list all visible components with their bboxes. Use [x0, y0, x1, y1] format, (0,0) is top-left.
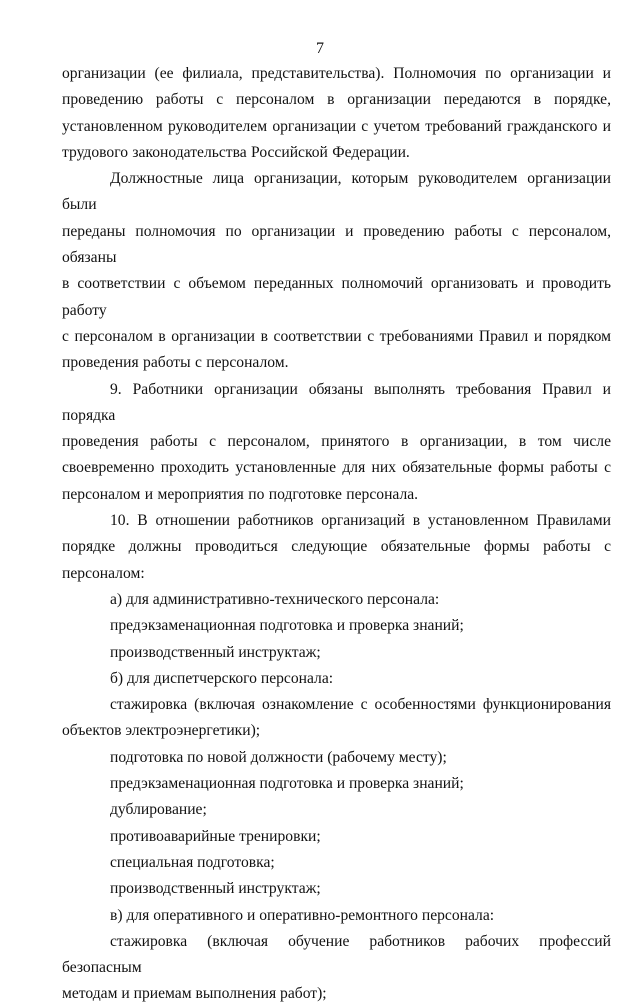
list-item: дублирование;	[110, 801, 207, 819]
list-item	[62, 692, 611, 745]
list-item: подготовка по новой должности (рабочему месту);	[110, 748, 447, 766]
list-section-a	[62, 587, 611, 666]
list-section-b	[62, 666, 611, 903]
text-line: переданы полномочия по организации и проведению работы с персоналом, обязаны	[62, 222, 611, 267]
text-line: в соответствии с объемом переданных полномочий организовать и проводить работу	[62, 275, 611, 319]
list-item-line: стажировка (включая обучение работников рабочих профессий безопасным	[62, 932, 611, 977]
text-line: Должностные лица организации, которым руководителем организации были	[62, 170, 611, 214]
list-item: предэкзаменационная подготовка и проверка знаний;	[110, 617, 464, 635]
text-line: своевременно проходить установленные для них обязательные формы работы с	[62, 459, 611, 477]
page-number: 7	[316, 40, 324, 57]
list-item: производственный инструктаж;	[110, 880, 321, 898]
list-item-line: объектов электроэнергетики);	[62, 722, 261, 740]
list-item: предэкзаменационная подготовка и проверка знаний;	[110, 775, 464, 793]
text-line: 10. В отношении работников организаций в установленном Правилами	[110, 512, 611, 530]
text-line: 9. Работники организации обязаны выполнять требования Правил и порядка	[62, 380, 611, 424]
list-item	[62, 929, 611, 1008]
list-item: специальная подготовка;	[110, 853, 275, 871]
paragraph-item-10	[62, 508, 611, 587]
paragraph-continuation	[62, 61, 611, 166]
text-line: персоналом:	[62, 564, 145, 582]
list-item: производственный инструктаж;	[110, 643, 321, 661]
list-heading: в) для оперативного и оперативно-ремонтного персонала:	[110, 906, 495, 924]
text-line: с персоналом в организации в соответствии с требованиями Правил и порядком	[62, 327, 611, 345]
list-item-line: стажировка (включая ознакомление с особенностями функционирования	[110, 696, 611, 714]
text-line: проведению работы с персоналом в организации передаются в порядке,	[62, 91, 611, 109]
text-line: проведения работы с персоналом, принятого в организации, в том числе	[62, 433, 611, 451]
list-item: противоаварийные тренировки;	[110, 827, 321, 845]
document-body	[62, 61, 611, 1008]
text-line: персоналом и мероприятия по подготовке персонала.	[62, 485, 419, 503]
text-line: проведения работы с персоналом.	[62, 354, 289, 372]
paragraph-item-9	[62, 377, 611, 508]
text-line: установленном руководителем организации с учетом требований гражданского и	[62, 117, 611, 135]
list-heading: б) для диспетчерского персонала:	[110, 669, 334, 687]
list-section-c	[62, 903, 611, 1008]
list-item-line: методам и приемам выполнения работ);	[62, 985, 327, 1003]
list-heading: а) для административно-технического персонала:	[110, 590, 440, 608]
text-line: трудового законодательства Российской Федерации.	[62, 143, 410, 161]
text-line: порядке должны проводиться следующие обязательные формы работы с	[62, 538, 611, 556]
text-line: организации (ее филиала, представительства). Полномочия по организации и	[62, 65, 611, 82]
paragraph-officials	[62, 166, 611, 376]
